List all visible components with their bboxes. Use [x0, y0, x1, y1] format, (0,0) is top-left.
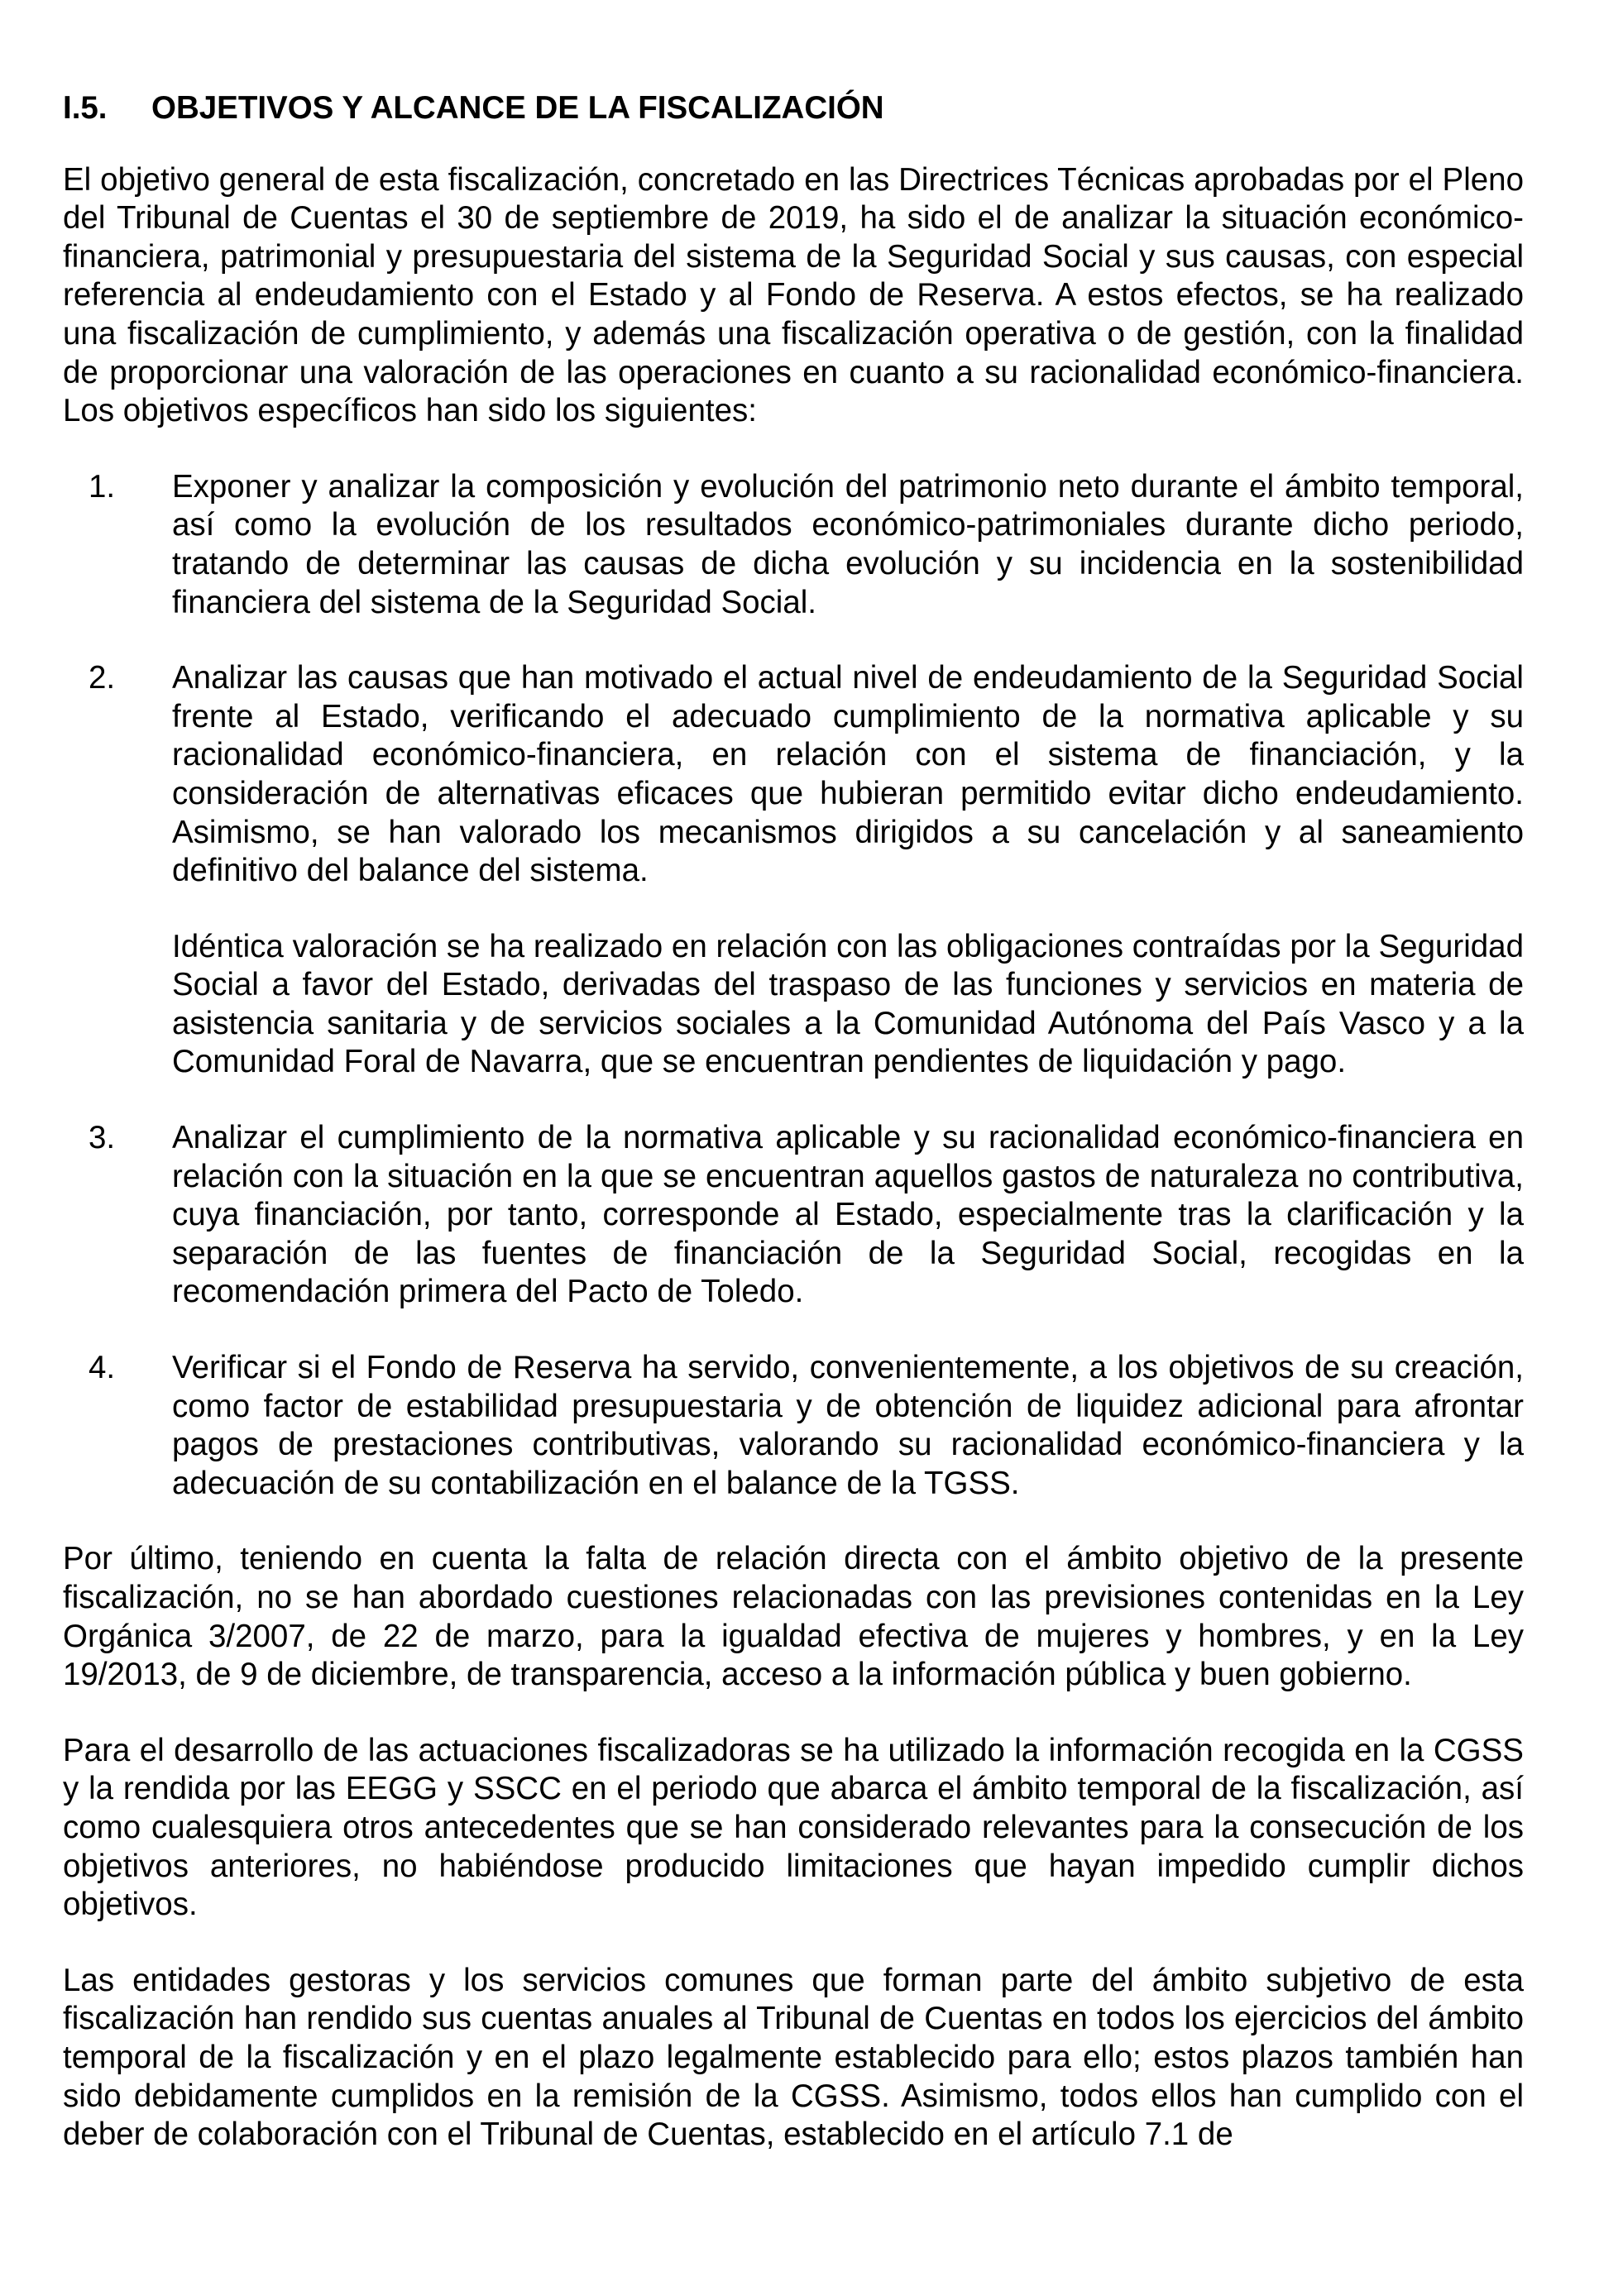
intro-paragraph: El objetivo general de esta fiscalización, concretado en las Directrices Técnicas aprobadas por el Pleno del Tribunal de Cuentas el 30 de septiembre de 2019, ha sido el de analizar la situación económico-financiera, patrimonial y presupuestaria del sistema de la Seguridad Social y sus causas, con especial referencia al endeudamiento con el Estado y al Fondo de Reserva. A estos efectos, se ha realizado una fiscalización de cumplimiento, y además una fiscalización operativa o de gestión, con la finalidad de proporcionar una valoración de las operaciones en cuanto a su racionalidad económico-financiera. Los objetivos específicos han sido los siguientes:: [63, 161, 1524, 429]
document-page: [63, 89, 1524, 2155]
objective-text: Exponer y analizar la composición y evolución del patrimonio neto durante el ámbito temporal, así como la evolución de los resultados económico-patrimoniales durante dicho periodo, tratando de determinar las causas de dicha evolución y su incidencia en la sostenibilidad financiera del sistema de la Seguridad Social.: [172, 468, 1524, 620]
closing-paragraph: Para el desarrollo de las actuaciones fiscalizadoras se ha utilizado la información recogida en la CGSS y la rendida por las EEGG y SSCC en el periodo que abarca el ámbito temporal de la fiscalización, así como cualesquiera otros antecedentes que se han considerado relevantes para la consecución de los objetivos anteriores, no habiéndose producido limitaciones que hayan impedido cumplir dichos objetivos.: [63, 1732, 1524, 1923]
objectives-list: [63, 468, 1524, 1504]
objective-text: Idéntica valoración se ha realizado en relación con las obligaciones contraídas por la Seguridad Social a favor del Estado, derivadas del traspaso de las funciones y servicios en materia de asistencia sanitaria y de servicios sociales a la Comunidad Autónoma del País Vasco y a la Comunidad Foral de Navarra, que se encuentran pendientes de liquidación y pago.: [172, 928, 1524, 1080]
objective-number: 3.: [89, 1120, 116, 1156]
objective-text: Analizar las causas que han motivado el actual nivel de endeudamiento de la Seguridad Social frente al Estado, verificando el adecuado cumplimiento de la normativa aplicable y su racionalidad económico-financiera, en relación con el sistema de financiación, y la consideración de alternativas eficaces que hubieran permitido evitar dicho endeudamiento. Asimismo, se han valorado los mecanismos dirigidos a su cancelación y al saneamiento definitivo del balance del sistema.: [172, 660, 1524, 889]
objective-item-3: [63, 1119, 1524, 1312]
objective-item-4: [63, 1349, 1524, 1503]
closing-paragraph: Por último, teniendo en cuenta la falta de relación directa con el ámbito objetivo de la presente fiscalización, no se han abordado cuestiones relacionadas con las previsiones contenidas en la Ley Orgánica 3/2007, de 22 de marzo, para la igualdad efectiva de mujeres y hombres, y en la Ley 19/2013, de 9 de diciembre, de transparencia, acceso a la información pública y buen gobierno.: [63, 1541, 1524, 1693]
closing-paragraph: Las entidades gestoras y los servicios comunes que forman parte del ámbito subjetivo de esta fiscalización han rendido sus cuentas anuales al Tribunal de Cuentas en todos los ejercicios del ámbito temporal de la fiscalización y en el plazo legalmente establecido para ello; estos plazos también han sido debidamente cumplidos en la remisión de la CGSS. Asimismo, todos ellos han cumplido con el deber de colaboración con el Tribunal de Cuentas, establecido en el artículo 7.1 de: [63, 1962, 1524, 2153]
section-number: I.5.: [63, 90, 108, 126]
section-title: OBJETIVOS Y ALCANCE DE LA FISCALIZACIÓN: [151, 90, 884, 126]
section-heading: [63, 89, 1524, 128]
objective-item-2: [63, 659, 1524, 1082]
objective-number: 4.: [89, 1350, 116, 1386]
objective-number: 2.: [89, 660, 116, 696]
objective-text: Verificar si el Fondo de Reserva ha servido, convenientemente, a los objetivos de su creación, como factor de estabilidad presupuestaria y de obtención de liquidez adicional para afrontar pagos de prestaciones contributivas, valorando su racionalidad económico-financiera y la adecuación de su contabilización en el balance de la TGSS.: [172, 1350, 1524, 1501]
objective-text: Analizar el cumplimiento de la normativa aplicable y su racionalidad económico-financiera en relación con la situación en la que se encuentran aquellos gastos de naturaleza no contributiva, cuya financiación, por tanto, corresponde al Estado, especialmente tras la clarificación y la separación de las fuentes de financiación de la Seguridad Social, recogidas en la recomendación primera del Pacto de Toledo.: [172, 1120, 1524, 1310]
objective-item-1: [63, 468, 1524, 622]
objective-number: 1.: [89, 468, 116, 505]
